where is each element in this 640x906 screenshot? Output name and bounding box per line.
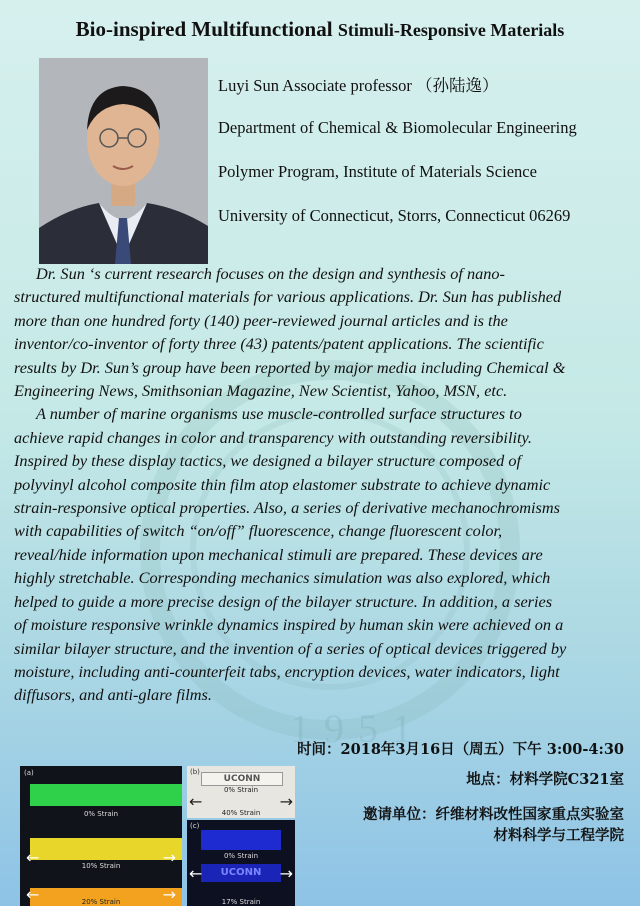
text-line: with capabilities of switch “on/off” fluorescence, change fluorescent color, — [14, 521, 503, 541]
text-line: Inspired by these display tactics, we designed a bilayer structure composed of — [14, 451, 522, 471]
arrow-right-icon: → — [162, 848, 176, 867]
event-host-1: 邀请单位：纤维材料改性国家重点实验室 — [363, 806, 624, 823]
strip-label-b0: 0% Strain — [223, 786, 259, 794]
arrow-left-icon: ← — [189, 864, 203, 883]
event-host-2: 材料科学与工程学院 — [493, 827, 624, 844]
strip-label-c1: 17% Strain — [221, 898, 261, 906]
text-line: A number of marine organisms use muscle-controlled surface structures to — [36, 404, 522, 424]
speaker-name: Luyi Sun Associate professor （孙陆逸） — [218, 76, 499, 95]
figure-panel-b — [187, 766, 295, 818]
speaker-program: Polymer Program, Institute of Materials Science — [218, 162, 537, 181]
arrow-left-icon: ← — [189, 792, 203, 811]
text-line: highly stretchable. Corresponding mechanics simulation was also explored, which — [14, 568, 551, 588]
arrow-right-icon: → — [279, 864, 293, 883]
arrow-right-icon: → — [162, 885, 176, 904]
uconn-hidden-text: UCONN — [201, 864, 281, 882]
panel-label-b: (b) — [190, 768, 200, 776]
speaker-photo — [39, 58, 208, 264]
fluorescent-strip — [201, 830, 281, 850]
speaker-university: University of Connecticut, Storrs, Connecticut 06269 — [218, 206, 571, 225]
page-title — [0, 17, 640, 42]
panel-label-c: (c) — [190, 822, 200, 830]
text-line: structured multifunctional materials for various applications. Dr. Sun has published — [14, 287, 562, 307]
event-time: 时间：2018年3月16日（周五）下午 3:00-4:30 — [297, 741, 624, 758]
text-line: inventor/co-inventor of forty three (43) patents/patent applications. The scientific — [14, 334, 544, 354]
text-line: moisture, including anti-counterfeit tabs, encryption devices, water indicators, light — [14, 661, 560, 681]
uconn-logo: UCONN — [201, 772, 283, 786]
strip-label-2: 20% Strain — [81, 898, 121, 906]
arrow-left-icon: ← — [26, 848, 40, 867]
abstract-paragraph-2 — [14, 402, 634, 706]
strip-label-b1: 40% Strain — [221, 809, 261, 817]
text-line: achieve rapid changes in color and transparency with outstanding reversibility. — [14, 427, 532, 447]
event-place: 地点：材料学院C321室 — [466, 771, 624, 788]
text-line: strain-responsive optical properties. Also, a series of derivative mechanochromisms — [14, 498, 560, 518]
text-line: reveal/hide information upon mechanical stimuli are prepared. These devices are — [14, 544, 543, 564]
text-line: of moisture responsive wrinkle dynamics inspired by human skin were achieved on a — [14, 615, 564, 635]
strip-label-c0: 0% Strain — [223, 852, 259, 860]
strain-strip-yellow — [30, 838, 182, 860]
strip-label-1: 10% Strain — [81, 862, 121, 870]
abstract-paragraph-1 — [14, 262, 634, 402]
abstract — [14, 262, 634, 707]
text-line: more than one hundred forty (140) peer-reviewed journal articles and is the — [14, 310, 508, 330]
strip-label-0: 0% Strain — [83, 810, 119, 818]
arrow-left-icon: ← — [26, 885, 40, 904]
text-line: Engineering News, Smithsonian Magazine, New Scientist, Yahoo, MSN, etc. — [14, 381, 508, 401]
text-line: similar bilayer structure, and the invention of a series of optical devices triggered by — [14, 638, 567, 658]
figure-panel-c — [187, 820, 295, 906]
text-line: helped to guide a more precise design of the bilayer structure. In addition, a series — [14, 591, 553, 611]
text-line: diffusors, and anti-glare films. — [14, 685, 212, 705]
strain-strip-green — [30, 784, 182, 806]
text-line: Dr. Sun ‘s current research focuses on the design and synthesis of nano- — [36, 264, 505, 283]
title-part2: Stimuli-Responsive Materials — [337, 20, 565, 40]
speaker-department: Department of Chemical & Biomolecular Engineering — [218, 118, 577, 137]
panel-label-a: (a) — [24, 769, 34, 777]
figure-panel-a — [20, 766, 182, 906]
title-part1: Bio-inspired Multifunctional — [75, 17, 338, 41]
text-line: polyvinyl alcohol composite thin film atop elastomer substrate to achieve dynamic — [14, 474, 551, 494]
arrow-right-icon: → — [279, 792, 293, 811]
text-line: results by Dr. Sun’s group have been reported by major media including Chemical & — [14, 357, 566, 377]
seal-year: 1951 — [290, 706, 426, 751]
